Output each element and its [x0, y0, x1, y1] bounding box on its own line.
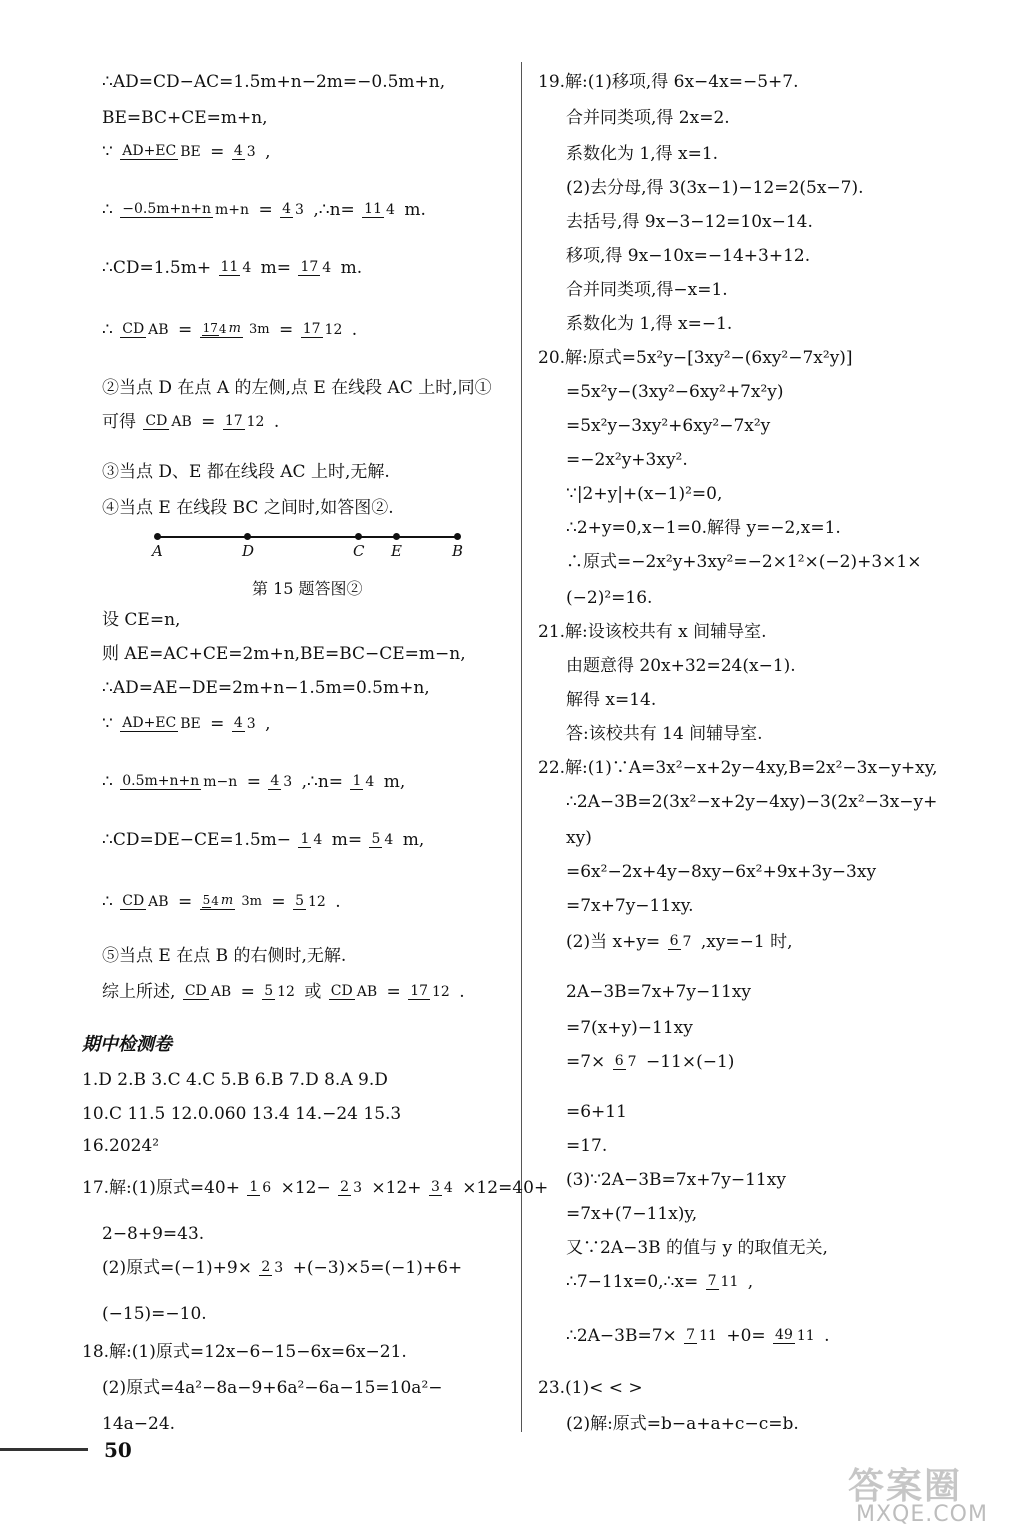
text-line: 2−8+9=43. — [102, 1223, 205, 1244]
fraction: 4 3 — [270, 773, 293, 790]
equation-line: ∴ CD AB = 174 m 3m = 17 12 . — [102, 319, 358, 340]
fraction: 4 3 — [233, 715, 256, 732]
text-line: 答:该校共有 14 间辅导室. — [566, 723, 763, 744]
text-line: 设 CE=n, — [102, 609, 181, 630]
point-label: B — [452, 542, 464, 560]
text-line: =5x²y−3xy²+6xy²−7x²y — [566, 415, 771, 436]
fraction: 17 12 — [302, 321, 343, 338]
text-line: ③当点 D、E 都在线段 AC 上时,无解. — [102, 461, 390, 482]
equation-line: ∴ CD AB = 54 m 3m = 5 12 . — [102, 891, 341, 912]
fraction: CD AB — [122, 893, 169, 910]
text-line: ∴2A−3B=2(3x²−x+2y−4xy)−3(2x²−3x−y+ — [566, 791, 938, 812]
text-line: 2A−3B=7x+7y−11xy — [566, 981, 752, 1002]
figure-caption: 第 15 题答图② — [252, 579, 363, 598]
point-label: A — [152, 542, 163, 560]
section-title: 期中检测卷 — [82, 1034, 172, 1055]
fraction: 1 4 — [300, 831, 323, 848]
segment-diagram — [142, 530, 502, 560]
answer-line: 10.C 11.5 12.0.060 13.4 14.−24 15.3 — [82, 1103, 402, 1124]
fraction: 1 6 — [249, 1179, 272, 1196]
watermark-logo-text: 答案圈 — [848, 1466, 963, 1507]
fraction: AD+EC BE — [122, 143, 201, 160]
page-number: 50 — [104, 1438, 132, 1462]
text-line: 23.(1)< < > — [538, 1377, 643, 1398]
fraction: 49 11 — [775, 1327, 815, 1344]
compound-fraction: 54 m 3m — [200, 893, 264, 910]
fraction: 4 3 — [282, 201, 304, 218]
fraction: CD AB — [145, 413, 192, 430]
fraction: 1 4 — [352, 773, 375, 790]
fraction: 4 3 — [233, 143, 256, 160]
watermark-url: MXQE.COM — [856, 1502, 988, 1527]
fraction: 7 11 — [707, 1273, 739, 1290]
equation-line: ∵ AD+EC BE = 4 3 , — [102, 141, 271, 162]
text-line: ∴原式=−2x²y+3xy²=−2×1²×(−2)+3×1× — [566, 551, 922, 572]
equation-line: =7× 6 7 −11×(−1) — [566, 1051, 735, 1072]
equation-line: ∴ 0.5m+n+n m−n = 4 3 ,∴n= 1 4 m, — [102, 771, 406, 792]
text-line: ②当点 D 在点 A 的左侧,点 E 在线段 AC 上时,同① — [102, 377, 492, 398]
text-line: 合并同类项,得 2x=2. — [566, 107, 730, 128]
point-label: C — [353, 542, 365, 560]
text-line: (2)解:原式=b−a+a+c−c=b. — [566, 1413, 799, 1434]
text-line: ∴AD=CD−AC=1.5m+n−2m=−0.5m+n, — [102, 71, 446, 92]
text-line: ∴AD=AE−DE=2m+n−1.5m=0.5m+n, — [102, 677, 430, 698]
text-line: ∴2+y=0,x−1=0.解得 y=−2,x=1. — [566, 517, 841, 538]
equation-line: (2)原式=(−1)+9× 2 3 +(−3)×5=(−1)+6+ — [102, 1257, 463, 1278]
text-line: =6+11 — [566, 1101, 627, 1122]
answer-line: 1.D 2.B 3.C 4.C 5.B 6.B 7.D 8.A 9.D — [82, 1069, 388, 1090]
watermark-logo — [838, 1458, 1013, 1532]
fraction: 11 4 — [220, 259, 252, 276]
fraction: 17 12 — [224, 413, 265, 430]
text-line: 20.解:原式=5x²y−[3xy²−(6xy²−7x²y)] — [538, 347, 853, 368]
text-line: 由题意得 20x+32=24(x−1). — [566, 655, 796, 676]
text-line: =7(x+y)−11xy — [566, 1017, 693, 1038]
footer-rule — [0, 1448, 88, 1451]
equation-line: 综上所述, CD AB = 5 12 或 CD AB = 17 12 . — [102, 981, 465, 1002]
text-line: 系数化为 1,得 x=1. — [566, 143, 719, 164]
text-line: =7x+7y−11xy. — [566, 895, 694, 916]
fraction: 6 7 — [614, 1053, 637, 1070]
text-line: =17. — [566, 1135, 608, 1156]
fraction: 5 12 — [295, 893, 326, 910]
text-line: 合并同类项,得−x=1. — [566, 279, 728, 300]
text-line: 22.解:(1)∵A=3x²−x+2y−4xy,B=2x²−3x−y+xy, — [538, 757, 938, 778]
text-line: ⑤当点 E 在点 B 的右侧时,无解. — [102, 945, 347, 966]
text-line: 又∵2A−3B 的值与 y 的取值无关, — [566, 1237, 828, 1258]
fraction: 5 4 — [371, 831, 394, 848]
text-line: ∵|2+y|+(x−1)²=0, — [566, 483, 723, 504]
fraction: 11 4 — [364, 201, 395, 218]
answer-line: 16.2024² — [82, 1135, 160, 1156]
fraction: CD AB — [184, 983, 232, 1000]
text-line: (3)∵2A−3B=7x+7y−11xy — [566, 1169, 786, 1190]
fraction: CD AB — [122, 321, 169, 338]
text-line: =6x²−2x+4y−8xy−6x²+9x+3y−3xy — [566, 861, 877, 882]
equation-line: ∵ AD+EC BE = 4 3 , — [102, 713, 271, 734]
text-line: 解得 x=14. — [566, 689, 657, 710]
fraction: 6 7 — [669, 933, 692, 950]
fraction: 3 4 — [430, 1179, 453, 1196]
equation-line: (2)当 x+y= 6 7 ,xy=−1 时, — [566, 931, 793, 952]
text-line: 14a−24. — [102, 1413, 176, 1434]
text-line: BE=BC+CE=m+n, — [102, 107, 268, 128]
text-line: =5x²y−(3xy²−6xy²+7x²y) — [566, 381, 784, 402]
text-line: 系数化为 1,得 x=−1. — [566, 313, 733, 334]
text-line: =7x+(7−11x)y, — [566, 1203, 698, 1224]
point-d — [244, 533, 251, 540]
segment-line — [157, 536, 457, 538]
fraction: 2 3 — [261, 1259, 284, 1276]
fraction: 0.5m+n+n m−n — [122, 773, 238, 790]
equation-line: ∴2A−3B=7× 7 11 +0= 49 11 . — [566, 1325, 830, 1346]
point-e — [393, 533, 400, 540]
text-line: 则 AE=AC+CE=2m+n,BE=BC−CE=m−n, — [102, 643, 466, 664]
fraction: 5 12 — [264, 983, 295, 1000]
text-line: 去括号,得 9x−3−12=10x−14. — [566, 211, 813, 232]
fraction: 17 4 — [300, 259, 332, 276]
equation-line: 17.解:(1)原式=40+ 1 6 ×12− 2 3 ×12+ 3 4 ×12=40+ — [82, 1177, 549, 1198]
text-line: (2)去分母,得 3(3x−1)−12=2(5x−7). — [566, 177, 864, 198]
text-line: (−2)²=16. — [566, 587, 653, 608]
fraction: −0.5m+n+n m+n — [122, 201, 250, 218]
point-label: D — [242, 542, 255, 560]
point-c — [355, 533, 362, 540]
fraction: 2 3 — [340, 1179, 362, 1196]
text-line: (2)原式=4a²−8a−9+6a²−6a−15=10a²− — [102, 1377, 443, 1398]
text-line: 21.解:设该校共有 x 间辅导室. — [538, 621, 767, 642]
text-line: (−15)=−10. — [102, 1303, 207, 1324]
equation-line: ∴ −0.5m+n+n m+n = 4 3 ,∴n= 11 4 m. — [102, 199, 426, 220]
compound-fraction: 174 m 3m — [200, 321, 272, 338]
text-line: xy) — [566, 827, 592, 848]
point-label: E — [391, 542, 402, 560]
text-line: =−2x²y+3xy². — [566, 449, 688, 470]
point-b — [454, 533, 461, 540]
point-a — [154, 533, 161, 540]
text-line: ④当点 E 在线段 BC 之间时,如答图②. — [102, 497, 394, 518]
fraction: 7 11 — [686, 1327, 717, 1344]
fraction: CD AB — [330, 983, 378, 1000]
equation-line: ∴7−11x=0,∴x= 7 11 , — [566, 1271, 754, 1292]
fraction: 17 12 — [410, 983, 450, 1000]
equation-line: ∴CD=1.5m+ 11 4 m= 17 4 m. — [102, 257, 363, 278]
equation-line: 可得 CD AB = 17 12 . — [102, 411, 280, 432]
equation-line: ∴CD=DE−CE=1.5m− 1 4 m= 5 4 m, — [102, 829, 425, 850]
text-line: 移项,得 9x−10x=−14+3+12. — [566, 245, 811, 266]
fraction: AD+EC BE — [122, 715, 201, 732]
column-divider — [521, 62, 522, 1432]
text-line: 19.解:(1)移项,得 6x−4x=−5+7. — [538, 71, 799, 92]
text-line: 18.解:(1)原式=12x−6−15−6x=6x−21. — [82, 1341, 407, 1362]
